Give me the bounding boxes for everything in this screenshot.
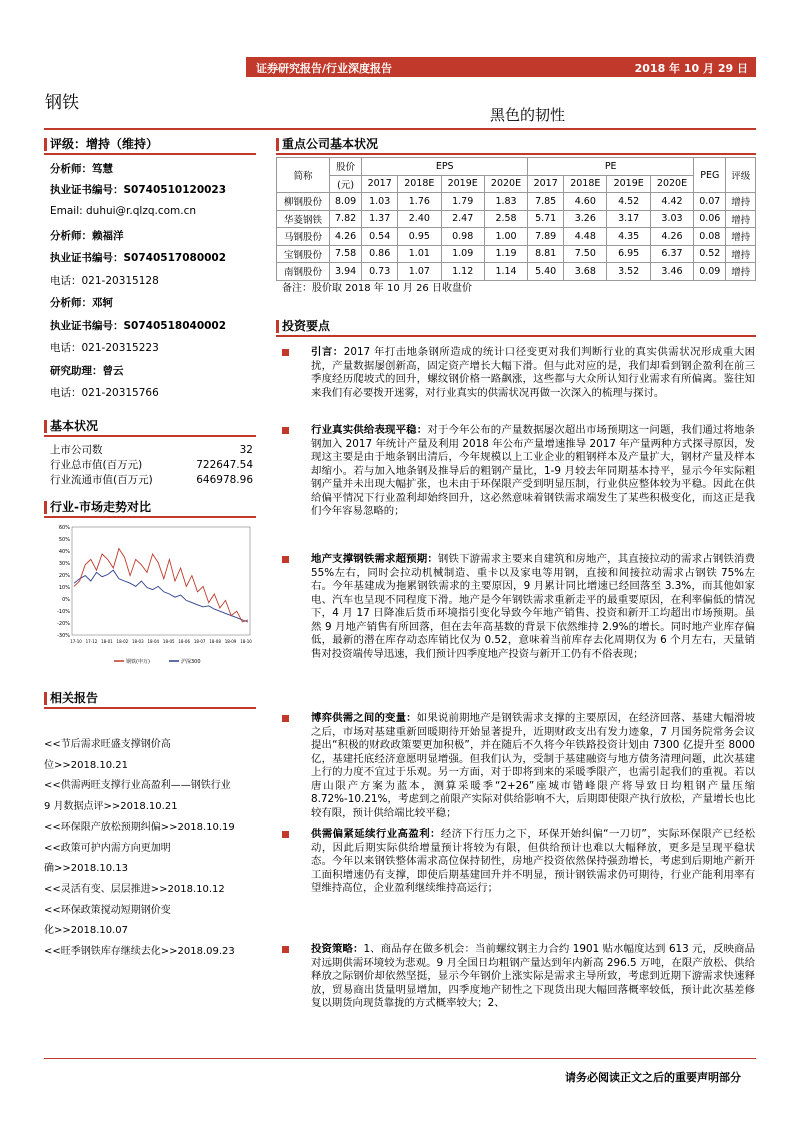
table-cell: 增持 — [726, 210, 756, 228]
company-name: 宝钢股份 — [277, 245, 330, 263]
table-cell: 6.37 — [650, 245, 693, 263]
table-row — [277, 263, 756, 281]
table-cell: 1.09 — [441, 245, 484, 263]
table-cell: 1.83 — [484, 193, 527, 211]
table-cell: 1.00 — [484, 228, 527, 246]
report-date: 2018 年 10 月 29 日 — [634, 62, 748, 75]
table-cell: 1.01 — [398, 245, 441, 263]
trend-chart — [44, 523, 256, 673]
table-cell: 3.17 — [607, 210, 650, 228]
points-heading: 投资要点 — [276, 318, 756, 337]
related-line[interactable]: <<政策可护内需方向更加明 — [44, 842, 171, 854]
table-cell: 0.07 — [694, 193, 726, 211]
table-cell: 5.71 — [528, 210, 564, 228]
x-tick-label: 18-03 — [132, 639, 144, 644]
sub-header-cell: 2020E — [650, 175, 693, 193]
table-cell: 2.47 — [441, 210, 484, 228]
table-cell: 1.12 — [441, 263, 484, 281]
related-line[interactable]: <<旺季钢铁库存继续去化>>2018.09.23 — [44, 946, 235, 958]
table-row — [277, 228, 756, 246]
assistant-phone: 电话：021-20315766 — [50, 387, 159, 399]
company-name: 华菱钢铁 — [277, 210, 330, 228]
analyst-2-cert: 执业证书编号：S0740517080002 — [50, 252, 227, 264]
table-cell: 2.58 — [484, 210, 527, 228]
table-cell: 2.40 — [398, 210, 441, 228]
table-cell: 增持 — [726, 263, 756, 281]
analyst-1-email[interactable]: Email: duhui@r.qlzq.com.cn — [50, 205, 197, 217]
table-cell: 0.09 — [694, 263, 726, 281]
report-type: 证券研究报告/行业深度报告 — [256, 62, 393, 75]
plot-frame — [72, 527, 250, 635]
x-tick-label: 18-06 — [178, 639, 190, 644]
bullet-square-icon — [282, 715, 289, 722]
company-name: 南钢股份 — [277, 263, 330, 281]
table-cell: 3.68 — [564, 263, 607, 281]
fact-row: 行业流通市值(百万元) 646978.96 — [50, 474, 253, 486]
fact-row: 上市公司数 32 — [50, 444, 253, 456]
related-line[interactable]: <<灵活有变、层层推进>>2018.10.12 — [44, 883, 225, 895]
table-cell: 4.26 — [329, 228, 361, 246]
y-tick-label: -10% — [57, 609, 70, 615]
table-cell: 0.54 — [362, 228, 398, 246]
company-name: 柳钢股份 — [277, 193, 330, 211]
table-cell: 0.98 — [441, 228, 484, 246]
table-cell: 1.07 — [398, 263, 441, 281]
basic-heading: 基本状况 — [44, 418, 256, 437]
table-cell: 7.89 — [528, 228, 564, 246]
x-tick-label: 18-02 — [116, 639, 129, 644]
table-row — [277, 245, 756, 263]
bullet-square-icon — [282, 556, 289, 563]
trend-chart-svg — [44, 523, 256, 673]
related-line[interactable]: <<供需两旺支撑行业高盈利——钢铁行业 — [44, 780, 231, 792]
analyst-1-cert: 执业证书编号：S0740510120023 — [50, 184, 227, 196]
sub-header-cell: 2017 — [528, 175, 564, 193]
table-cell: 增持 — [726, 228, 756, 246]
related-heading: 相关报告 — [44, 690, 256, 709]
table-cell: 0.73 — [362, 263, 398, 281]
y-tick-label: 0% — [62, 597, 70, 603]
fact-row: 行业总市值(百万元) 722647.54 — [50, 459, 253, 471]
analyst-2-name: 分析师：赖福洋 — [50, 230, 124, 242]
table-cell: 7.50 — [564, 245, 607, 263]
sub-header-cell: (元) — [329, 175, 361, 193]
table-cell: 3.52 — [607, 263, 650, 281]
table-cell: 3.46 — [650, 263, 693, 281]
report-type-bar — [246, 57, 756, 77]
col-eps: EPS — [362, 158, 528, 176]
table-cell: 4.48 — [564, 228, 607, 246]
col-price: 股价 — [329, 158, 361, 176]
trend-heading: 行业-市场走势对比 — [44, 499, 256, 518]
table-cell: 7.82 — [329, 210, 361, 228]
sub-header-cell: 2019E — [607, 175, 650, 193]
table-cell: 4.52 — [607, 193, 650, 211]
table-row — [277, 210, 756, 228]
x-tick-label: 18-07 — [193, 639, 206, 644]
table-cell: 0.08 — [694, 228, 726, 246]
table-cell: 8.81 — [528, 245, 564, 263]
y-tick-label: 60% — [58, 525, 70, 531]
sub-header-cell: 2017 — [362, 175, 398, 193]
sector-name: 钢铁 — [45, 93, 79, 113]
table-cell: 0.06 — [694, 210, 726, 228]
steel-index-line — [74, 549, 248, 622]
table-cell: 0.95 — [398, 228, 441, 246]
sub-header-cell: 2020E — [484, 175, 527, 193]
y-tick-label: 40% — [58, 549, 70, 555]
x-tick-label: 18-10 — [240, 639, 252, 644]
analyst-2-phone: 电话：021-20315128 — [50, 275, 159, 287]
x-tick-label: 17-12 — [85, 639, 98, 644]
hs300-line — [74, 570, 248, 622]
table-cell: 1.37 — [362, 210, 398, 228]
y-tick-label: -20% — [57, 621, 70, 627]
company-name: 马钢股份 — [277, 228, 330, 246]
table-cell: 4.42 — [650, 193, 693, 211]
sub-header-cell: 2018E — [564, 175, 607, 193]
table-cell: 0.52 — [694, 245, 726, 263]
y-tick-label: -30% — [57, 633, 70, 639]
col-rating: 评级 — [726, 158, 756, 193]
related-line[interactable]: 位>>2018.10.21 — [44, 759, 129, 771]
x-tick-label: 18-08 — [209, 639, 221, 644]
table-cell: 4.26 — [650, 228, 693, 246]
related-line[interactable]: 9 月数据点评>>2018.10.21 — [44, 801, 178, 813]
x-tick-label: 18-09 — [224, 639, 237, 644]
related-reports — [44, 735, 264, 963]
analyst-3-cert: 执业证书编号：S0740518040002 — [50, 320, 227, 332]
footer-rule — [44, 1058, 756, 1059]
table-cell: 5.40 — [528, 263, 564, 281]
related-line[interactable]: 化>>2018.10.07 — [44, 925, 129, 937]
table-row — [277, 193, 756, 211]
table-cell: 3.94 — [329, 263, 361, 281]
bullet-square-icon — [282, 349, 289, 356]
col-peg: PEG — [694, 158, 726, 193]
bullet-square-icon — [282, 831, 289, 838]
y-tick-label: 50% — [58, 537, 70, 543]
legend-label: 钢铁(申万) — [126, 659, 150, 665]
table-cell: 3.03 — [650, 210, 693, 228]
analyst-1-name: 分析师：笃慧 — [50, 163, 113, 175]
related-line[interactable]: 确>>2018.10.13 — [44, 863, 129, 875]
basic-facts — [50, 443, 253, 488]
table-cell: 8.09 — [329, 193, 361, 211]
sub-header-cell: 2019E — [441, 175, 484, 193]
table-cell: 3.26 — [564, 210, 607, 228]
table-cell: 7.85 — [528, 193, 564, 211]
table-cell: 1.76 — [398, 193, 441, 211]
table-cell: 6.95 — [607, 245, 650, 263]
related-line[interactable]: <<环保限产放松预期纠偏>>2018.10.19 — [44, 821, 235, 833]
bullet-square-icon — [282, 946, 289, 953]
table-cell: 1.19 — [484, 245, 527, 263]
key-companies-table — [276, 157, 756, 281]
table-cell: 增持 — [726, 245, 756, 263]
y-tick-label: 30% — [58, 561, 70, 567]
col-pe: PE — [528, 158, 694, 176]
x-tick-label: 18-01 — [101, 639, 113, 644]
table-cell: 1.03 — [362, 193, 398, 211]
table-cell: 增持 — [726, 193, 756, 211]
table-cell: 1.14 — [484, 263, 527, 281]
y-tick-label: 20% — [58, 573, 70, 579]
table-cell: 0.86 — [362, 245, 398, 263]
top-rule — [44, 128, 756, 130]
x-tick-label: 18-04 — [147, 639, 160, 644]
related-line[interactable]: <<节后需求旺盛支撑钢价高 — [44, 739, 171, 750]
x-tick-label: 18-05 — [162, 639, 175, 644]
related-line[interactable]: <<环保政策搅动短期钢价变 — [44, 904, 171, 916]
analyst-3-name: 分析师：邓轲 — [50, 297, 113, 309]
rating-heading: 评级：增持（维持） — [44, 136, 256, 155]
table-cell: 7.58 — [329, 245, 361, 263]
analyst-3-phone: 电话：021-20315223 — [50, 342, 159, 354]
table-note: 备注：股价取 2018 年 10 月 26 日收盘价 — [282, 283, 472, 294]
y-tick-label: 10% — [58, 585, 70, 591]
x-tick-label: 17-10 — [70, 639, 82, 644]
bullet-square-icon — [282, 427, 289, 434]
footer-disclaimer: 请务必阅读正文之后的重要声明部分 — [565, 1071, 741, 1084]
col-name: 简称 — [277, 158, 330, 193]
report-title: 黑色的韧性 — [490, 106, 566, 124]
legend-label: 沪深300 — [181, 659, 201, 665]
sub-header-cell: 2018E — [398, 175, 441, 193]
table-cell: 1.79 — [441, 193, 484, 211]
table-cell: 4.60 — [564, 193, 607, 211]
assistant-name: 研究助理：曾云 — [50, 365, 124, 377]
table-cell: 4.35 — [607, 228, 650, 246]
key-companies-heading: 重点公司基本状况 — [276, 136, 756, 155]
